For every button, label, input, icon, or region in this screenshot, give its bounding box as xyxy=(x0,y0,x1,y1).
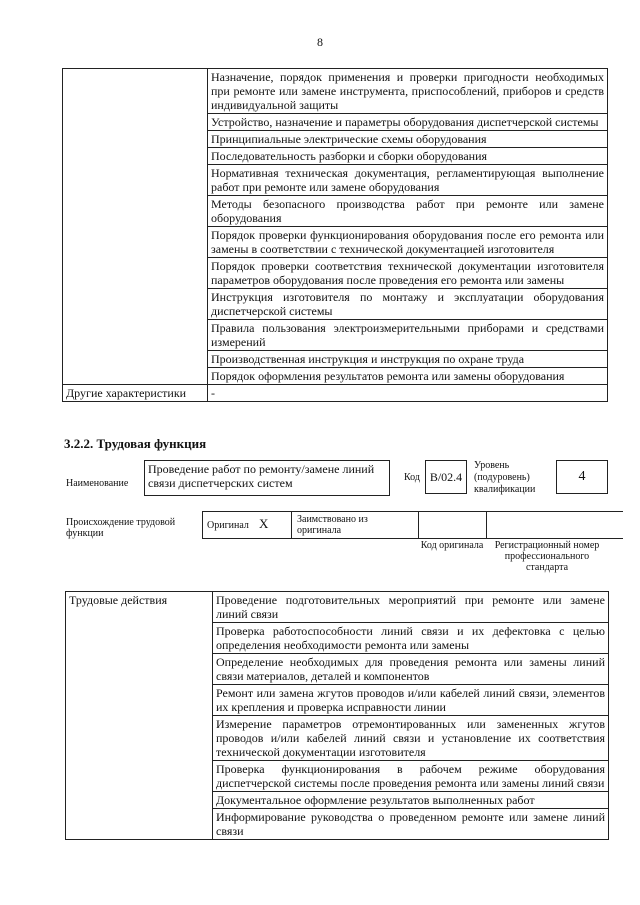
table-cell: Назначение, порядок применения и проверки пригодности необходимых при ремонте или замене инструмента, приспособлений, приборов и средств индивидуальной защиты xyxy=(208,69,608,114)
table-cell: Производственная инструкция и инструкция по охране труда xyxy=(208,351,608,368)
divider xyxy=(291,512,292,538)
table-cell: Методы безопасного производства работ при ремонте или замене оборудования xyxy=(208,196,608,227)
original-mark: X xyxy=(259,516,269,531)
name-label: Наименование xyxy=(66,478,129,489)
level-label: Уровень (подуровень) квалификации xyxy=(474,460,536,495)
section-heading: 3.2.2. Трудовая функция xyxy=(64,436,207,451)
table-cell: Документальное оформление результатов выполненных работ xyxy=(213,792,609,809)
page-number: 8 xyxy=(317,35,323,49)
table-cell: Устройство, назначение и параметры оборудования диспетчерской системы xyxy=(208,114,608,131)
table-row xyxy=(63,385,608,402)
table-cell: Порядок оформления результатов ремонта или замены оборудования xyxy=(208,368,608,385)
origin-box xyxy=(202,511,623,539)
original-label: Оригинал xyxy=(207,520,249,531)
table-cell: Проверка функционирования в рабочем режиме оборудования диспетчерской системы после проведения ремонта или замены линий связи xyxy=(213,761,609,792)
table-row xyxy=(66,592,609,623)
origin-label: Происхождение трудовой функции xyxy=(66,517,176,539)
table-cell: Ремонт или замена жгутов проводов и/или кабелей линий связи, элементов их крепления и проверка исправности линии xyxy=(213,685,609,716)
table-cell: Измерение параметров отремонтированных или замененных жгутов проводов и/или кабелей линий связи и установление их соответствия технической документации изготовителя xyxy=(213,716,609,761)
table-cell: Проверка работоспособности линий связи и их дефектовка с целью определения необходимости ремонта или замены xyxy=(213,623,609,654)
table-cell: Информирование руководства о проведенном ремонте или замене линий связи xyxy=(213,809,609,840)
table-cell: Нормативная техническая документация, регламентирующая выполнение работ при ремонте или замене оборудования xyxy=(208,165,608,196)
table-cell: Принципиальные электрические схемы оборудования xyxy=(208,131,608,148)
level-value-box: 4 xyxy=(556,460,608,494)
table-cell: Проведение подготовительных мероприятий при ремонте или замене линий связи xyxy=(213,592,609,623)
table-row xyxy=(63,69,608,114)
code-caption: Код оригинала xyxy=(420,540,484,551)
labor-actions-label: Трудовые действия xyxy=(66,592,213,840)
reg-caption: Регистрационный номер профессионального стандарта xyxy=(494,540,600,573)
labor-actions-table xyxy=(65,591,609,840)
table-cell: Определение необходимых для проведения ремонта или замены линий связи материалов, деталей и компонентов xyxy=(213,654,609,685)
table-cell: Последовательность разборки и сборки оборудования xyxy=(208,148,608,165)
code-label: Код xyxy=(404,472,420,483)
divider xyxy=(418,512,419,538)
divider xyxy=(486,512,487,538)
table-cell: Порядок проверки соответствия технической документации изготовителя параметров оборудования после проведения его ремонта или замены xyxy=(208,258,608,289)
borrowed-label: Заимствовано из оригинала xyxy=(297,514,368,536)
other-characteristics-label: Другие характеристики xyxy=(63,385,208,402)
label-cell-empty xyxy=(63,69,208,385)
table-cell: Инструкция изготовителя по монтажу и эксплуатации оборудования диспетчерской системы xyxy=(208,289,608,320)
table-cell: Правила пользования электроизмерительными приборами и средствами измерений xyxy=(208,320,608,351)
knowledge-table xyxy=(62,68,608,402)
code-value-box: B/02.4 xyxy=(425,460,467,494)
other-characteristics-value: - xyxy=(208,385,608,402)
table-cell: Порядок проверки функционирования оборудования после его ремонта или замены в соответствии с технической документацией изготовителя xyxy=(208,227,608,258)
name-value-box: Проведение работ по ремонту/замене линий связи диспетчерских систем xyxy=(144,460,390,496)
